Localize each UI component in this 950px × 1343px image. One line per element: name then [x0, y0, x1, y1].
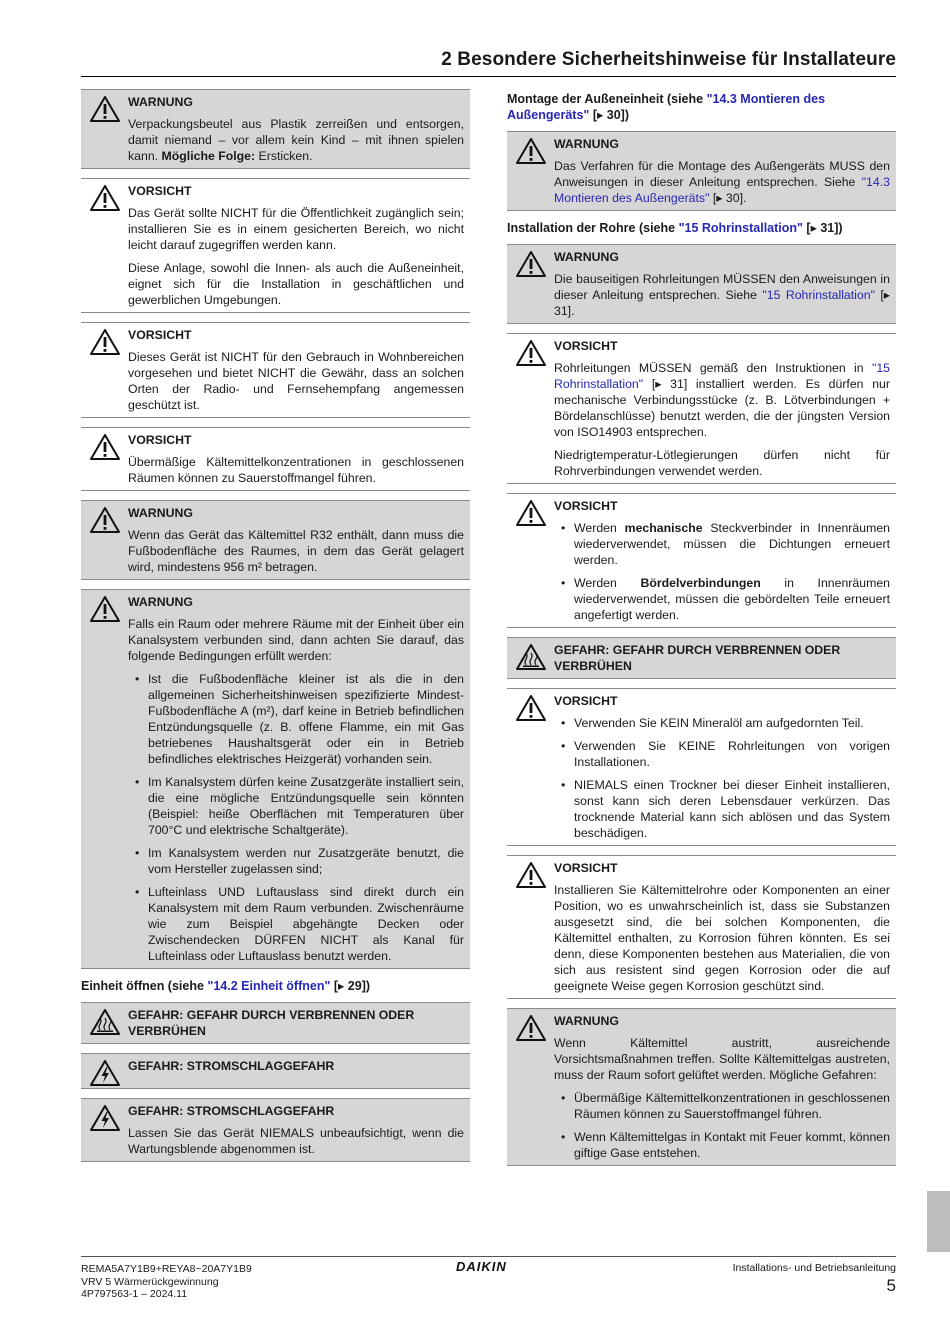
box-title: WARNUNG [128, 95, 193, 109]
list-item: • Im Kanalsystem dürfen keine Zusatzgeräte installiert sein, die eine mögliche Entzündungsquelle sein könnten (Beispiel: heiße Oberflächen mit Temperaturen über 700°C und elektrische Schaltgeräte). [148, 774, 464, 838]
hot-surface-icon [89, 1008, 121, 1036]
box-title: VORSICHT [128, 433, 192, 447]
header-rule [81, 76, 896, 77]
caution-box [507, 688, 896, 846]
box-title: VORSICHT [128, 328, 192, 342]
box-title: GEFAHR: STROMSCHLAGGEFAHR [128, 1059, 335, 1073]
box-title: VORSICHT [554, 861, 618, 875]
box-text: Installieren Sie Kältemittelrohre oder Komponenten an einer Position, wo es unwahrscheinlich ist, dass sie Substanzen ausgesetzt sind, die bei solchen Komponenten, die Kältemittel enthalten, zu Korrosion führen könnten. Es sei denn, diese Komponenten bestehen aus Materialien, die von sich aus resistent sind gegen Korrosion oder die auf geeignete Weise gegen Korrosion geschützt sind. [554, 883, 890, 993]
electric-shock-icon [89, 1104, 121, 1132]
cross-reference-link[interactable]: "15 Rohrinstallation" [762, 288, 875, 302]
page-header-title: 2 Besondere Sicherheitshinweise für Installateure [441, 49, 896, 70]
cross-reference-link[interactable]: "15 Rohrinstallation" [678, 221, 803, 235]
warning-icon [515, 499, 547, 527]
danger-box [81, 1053, 470, 1089]
box-text: Rohrleitungen MÜSSEN gemäß den Instruktionen in "15 Rohrinstallation" [▸ 31] installiert werden. Es dürfen nur mechanische Verbindungsstücke (z. B. Lötverbindungen + Bördelanschlüsse) benutzt werden, die der jüngsten Version von ISO14903 entsprechen. [554, 361, 890, 439]
box-text: Diese Anlage, sowohl die Innen- als auch die Außeneinheit, eignet sich für die Installation in geschäftlichen und gewerblichen Umgebungen. [128, 261, 464, 307]
hot-surface-icon [515, 643, 547, 671]
box-text: Wenn das Gerät das Kältemittel R32 enthält, dann muss die Fußbodenfläche des Raumes, in dem das Gerät gelagert wird, mindestens 956 m² betragen. [128, 528, 464, 574]
electric-shock-icon [89, 1059, 121, 1087]
left-column [81, 89, 470, 1171]
box-text: Die bauseitigen Rohrleitungen MÜSSEN den Anweisungen in dieser Anleitung entsprechen. Siehe "15 Rohrinstallation" [▸ 31]. [554, 272, 890, 318]
warning-icon [89, 184, 121, 212]
warning-icon [515, 861, 547, 889]
box-title: WARNUNG [128, 506, 193, 520]
chapter-side-tab [927, 1191, 950, 1252]
page-arrow-icon: ▸ [716, 191, 723, 205]
footer-document-line: 4P797563-1 – 2024.11 [81, 1288, 188, 1300]
box-text: Übermäßige Kältemittelkonzentrationen in geschlossenen Räumen können zu Sauerstoffmangel führen. [128, 455, 464, 485]
page-number: 5 [886, 1276, 896, 1295]
caution-box [81, 427, 470, 491]
list-item: • Übermäßige Kältemittelkonzentrationen in geschlossenen Räumen können zu Sauerstoffmangel führen. [574, 1090, 890, 1122]
page-arrow-icon: ▸ [810, 221, 817, 235]
section-heading: Installation der Rohre (siehe "15 Rohrinstallation" [▸ 31]) [507, 221, 843, 235]
list-item: • Werden mechanische Steckverbinder in Innenräumen wiederverwendet, müssen die Dichtungen erneuert werden. [574, 520, 890, 568]
cross-reference-link[interactable]: "14.2 Einheit öffnen" [207, 979, 331, 993]
list-item: • NIEMALS einen Trockner bei dieser Einheit installieren, sonst kann sich deren Lebensdauer verkürzen. Das trocknende Material kann sich ablösen und das System beschädigen. [574, 777, 890, 841]
warning-box [81, 89, 470, 169]
footer-manual-title: Installations- und Betriebsanleitung [732, 1262, 896, 1274]
footer-model-info [81, 1263, 252, 1301]
bullet-list [554, 1090, 890, 1161]
box-title: GEFAHR: GEFAHR DURCH VERBRENNEN ODER VERBRÜHEN [554, 643, 841, 673]
list-item: • Verwenden Sie KEIN Mineralöl am aufgedornten Teil. [574, 715, 890, 731]
danger-box [81, 1002, 470, 1044]
warning-box [507, 244, 896, 324]
box-text: Das Gerät sollte NICHT für die Öffentlichkeit zugänglich sein; installieren Sie es in einem gesicherten Bereich, wo nicht leicht darauf zugegriffen werden kann. [128, 206, 464, 252]
caution-box [81, 178, 470, 313]
box-title: WARNUNG [554, 1014, 619, 1028]
box-text: Lassen Sie das Gerät NIEMALS unbeaufsichtigt, wenn die Wartungsblende abgenommen ist. [128, 1126, 464, 1156]
box-title: VORSICHT [554, 339, 618, 353]
box-title: WARNUNG [554, 137, 619, 151]
list-item: • Werden Bördelverbindungen in Innenräumen wiederverwendet, müssen die gebördelten Teile erneuert angefertigt werden. [574, 575, 890, 623]
brand-logo: DAIKIN [456, 1259, 507, 1274]
warning-box [507, 1008, 896, 1166]
box-text: Das Verfahren für die Montage des Außengeräts MUSS den Anweisungen in dieser Anleitung entsprechen. Siehe "14.3 Montieren des Außengeräts" [▸ 30]. [554, 159, 890, 205]
warning-icon [515, 137, 547, 165]
box-text: Verpackungsbeutel aus Plastik zerreißen und entsorgen, damit niemand – vor allem kein Kind – mit ihnen spielen kann. Mögliche Folge: Ersticken. [128, 117, 464, 163]
caution-box [507, 493, 896, 628]
caution-box [81, 322, 470, 418]
box-text: Wenn Kältemittel austritt, ausreichende Vorsichtsmaßnahmen treffen. Sollte Kältemittelgas austreten, muss der Raum sofort gelüftet werden. Mögliche Gefahren: [554, 1036, 890, 1082]
box-text: Falls ein Raum oder mehrere Räume mit der Einheit über ein Kanalsystem verbunden sind, dann achten Sie darauf, das folgende Bedingungen erfüllt werden: [128, 617, 464, 663]
caution-box [507, 333, 896, 484]
footer-model-line: REMA5A7Y1B9+REYA8~20A7Y1B9 [81, 1263, 252, 1275]
section-heading: Einheit öffnen (siehe "14.2 Einheit öffnen" [▸ 29]) [81, 979, 371, 993]
box-text: Niedrigtemperatur-Lötlegierungen dürfen nicht für Rohrverbindungen verwendet werden. [554, 448, 890, 478]
warning-icon [89, 595, 121, 623]
right-column [507, 89, 896, 1175]
caution-box [507, 855, 896, 999]
list-item: • Lufteinlass UND Luftauslass sind direkt durch ein Kanalsystem mit dem Raum verbunden. Zwischenräume wie zum Beispiel abgehängte Decken oder Zwischendecken DÜRFEN NICHT als Kanal für Lufteinlass oder Luftauslass benutzt werden. [148, 884, 464, 964]
warning-box [507, 131, 896, 211]
box-title: VORSICHT [554, 694, 618, 708]
warning-icon [515, 250, 547, 278]
list-item: • Wenn Kältemittelgas in Kontakt mit Feuer kommt, können giftige Gase entstehen. [574, 1129, 890, 1161]
bullet-list [554, 520, 890, 623]
list-item: • Verwenden Sie KEINE Rohrleitungen von vorigen Installationen. [574, 738, 890, 770]
warning-icon [515, 339, 547, 367]
box-title: WARNUNG [554, 250, 619, 264]
warning-icon [515, 694, 547, 722]
section-heading: Montage der Außeneinheit (siehe "14.3 Montieren des Außengeräts" [▸ 30]) [507, 92, 826, 122]
cross-reference-link[interactable]: "14.3 Montieren des Außengeräts" [554, 175, 890, 205]
list-item: • Ist die Fußbodenfläche kleiner ist als die in den allgemeinen Sicherheitshinweisen spezifizierte Mindest-Fußbodenfläche A (m²), darf keine in Betrieb befindlichen Entzündungsquelle (z. B. offene Flamme, ein mit Gas betriebenes Haushaltsgerät oder ein in Betrieb befindliches elektrisches Heizgerät) vorhanden sein. [148, 671, 464, 767]
warning-icon [89, 328, 121, 356]
bullet-list [554, 715, 890, 841]
box-title: GEFAHR: STROMSCHLAGGEFAHR [128, 1104, 335, 1118]
box-title: GEFAHR: GEFAHR DURCH VERBRENNEN ODER VERBRÜHEN [128, 1008, 415, 1038]
box-title: VORSICHT [554, 499, 618, 513]
warning-icon [89, 433, 121, 461]
list-item: • Im Kanalsystem werden nur Zusatzgeräte benutzt, die vom Hersteller zugelassen sind; [148, 845, 464, 877]
warning-box [81, 500, 470, 580]
box-title: VORSICHT [128, 184, 192, 198]
danger-box [507, 637, 896, 679]
footer-product-line: VRV 5 Wärmerückgewinnung [81, 1275, 219, 1288]
box-text: Dieses Gerät ist NICHT für den Gebrauch in Wohnbereichen vorgesehen und bietet NICHT die Gewähr, dass an solchen Orten der Radio- und Fernsehempfang angemessen geschützt ist. [128, 350, 464, 412]
page-arrow-icon: ▸ [883, 288, 890, 302]
warning-box [81, 589, 470, 969]
danger-box [81, 1098, 470, 1162]
box-title: WARNUNG [128, 595, 193, 609]
cross-reference-link[interactable]: "14.3 Montieren des Außengeräts" [507, 92, 826, 122]
warning-icon [515, 1014, 547, 1042]
page-arrow-icon: ▸ [596, 108, 604, 122]
page-arrow-icon: ▸ [655, 377, 662, 391]
footer-rule [81, 1256, 896, 1257]
warning-icon [89, 95, 121, 123]
cross-reference-link[interactable]: "15 Rohrinstallation" [554, 361, 890, 391]
bullet-list [128, 671, 464, 964]
page-arrow-icon: ▸ [338, 979, 345, 993]
warning-icon [89, 506, 121, 534]
